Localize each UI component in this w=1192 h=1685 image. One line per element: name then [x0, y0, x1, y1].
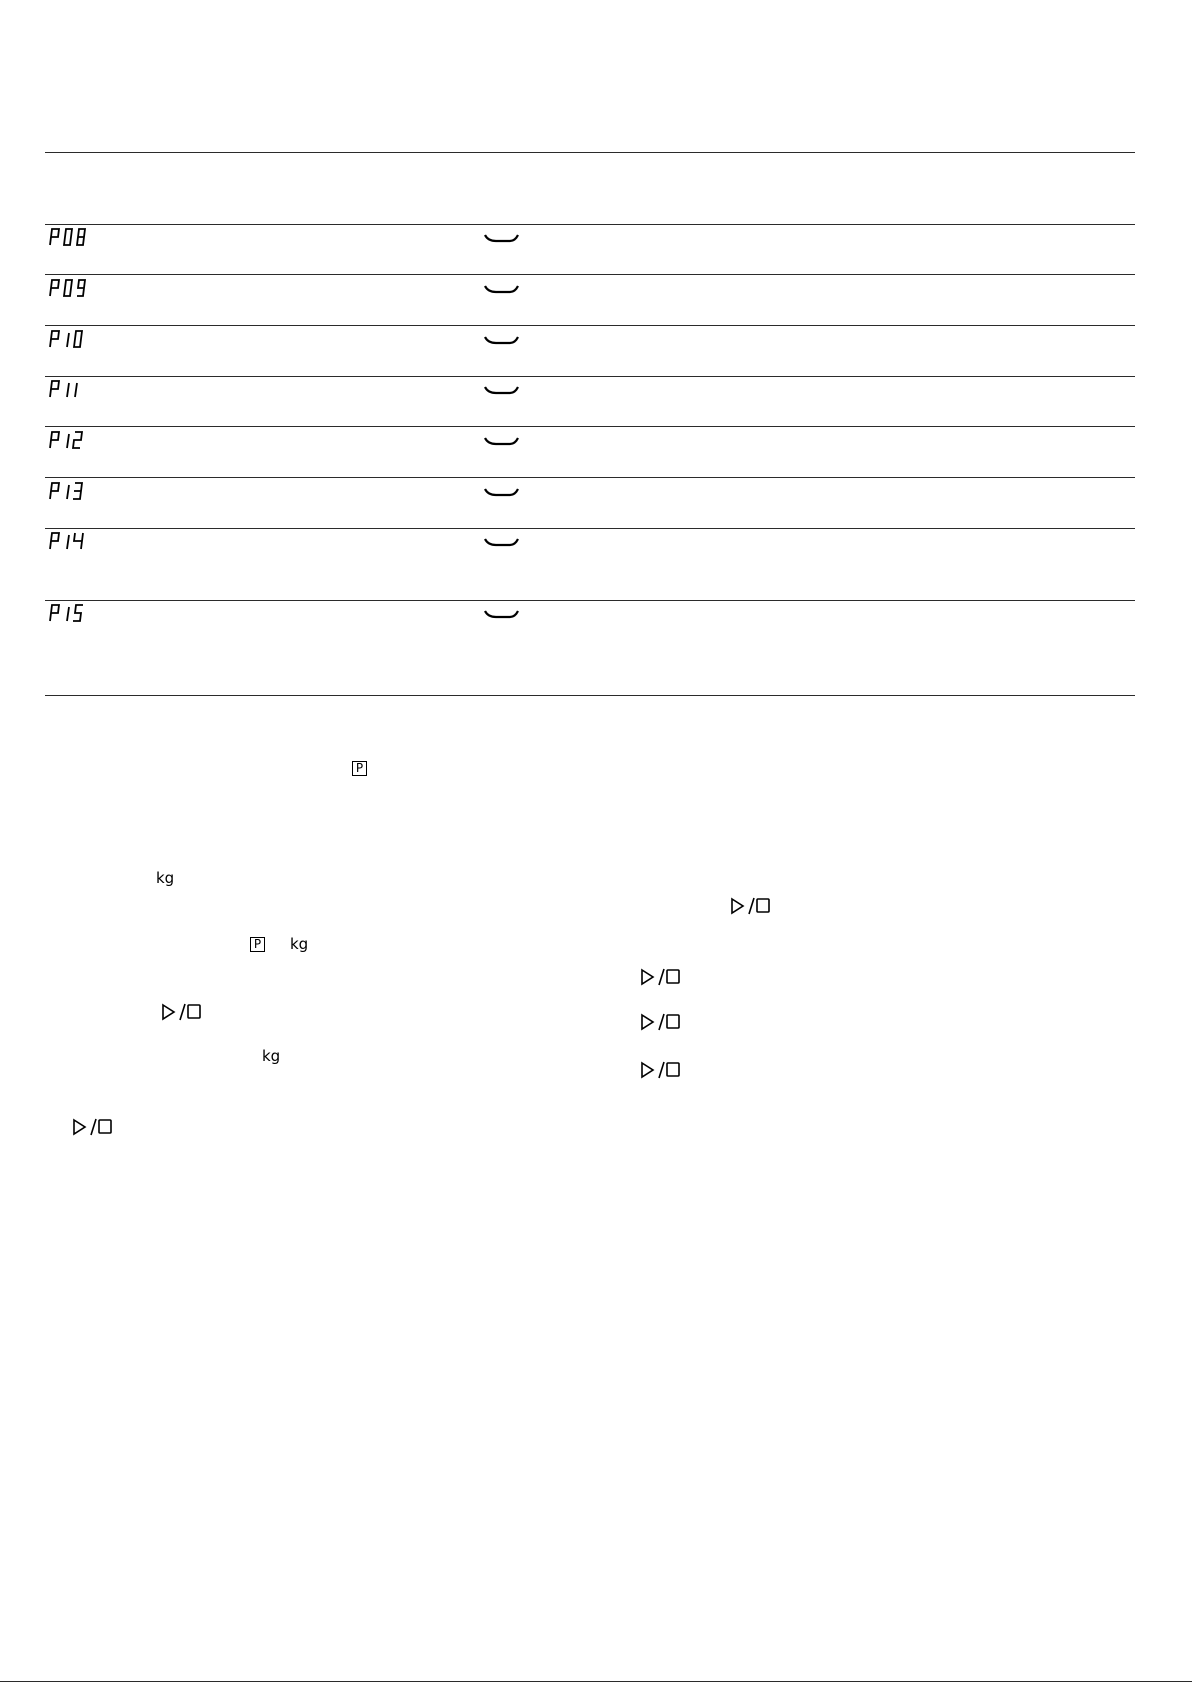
weight-unit-label: kg	[262, 1047, 281, 1065]
row-rule	[45, 325, 1135, 326]
program-code-p08	[47, 227, 87, 247]
curve-icon	[484, 232, 520, 246]
table-header-rule	[45, 224, 1135, 225]
curve-icon	[484, 435, 520, 449]
program-key-icon: P	[250, 937, 265, 952]
weight-unit-label: kg	[156, 869, 175, 887]
play-stop-icon	[161, 1003, 201, 1021]
row-rule	[45, 477, 1135, 478]
program-code-p15	[47, 603, 87, 623]
curve-icon	[484, 384, 520, 398]
table-bottom-rule	[45, 695, 1135, 696]
weight-unit-label: kg	[290, 935, 309, 953]
curve-icon	[484, 486, 520, 500]
play-stop-icon	[730, 897, 770, 915]
program-code-p10	[47, 329, 87, 349]
row-rule	[45, 376, 1135, 377]
play-stop-icon	[640, 1061, 680, 1079]
row-rule	[45, 274, 1135, 275]
row-rule	[45, 528, 1135, 529]
curve-icon	[484, 283, 520, 297]
row-rule	[45, 426, 1135, 427]
table-top-rule	[45, 152, 1135, 153]
program-code-p14	[47, 531, 87, 551]
program-key-icon: P	[352, 761, 367, 776]
program-code-p13	[47, 481, 87, 501]
row-rule	[45, 600, 1135, 601]
program-code-p12	[47, 430, 87, 450]
curve-icon	[484, 536, 520, 550]
curve-icon	[484, 608, 520, 622]
program-code-p11	[47, 379, 87, 399]
curve-icon	[484, 334, 520, 348]
program-code-p09	[47, 278, 87, 298]
play-stop-icon	[72, 1118, 112, 1136]
play-stop-icon	[640, 968, 680, 986]
play-stop-icon	[640, 1013, 680, 1031]
page-footer-rule	[0, 1681, 1192, 1682]
